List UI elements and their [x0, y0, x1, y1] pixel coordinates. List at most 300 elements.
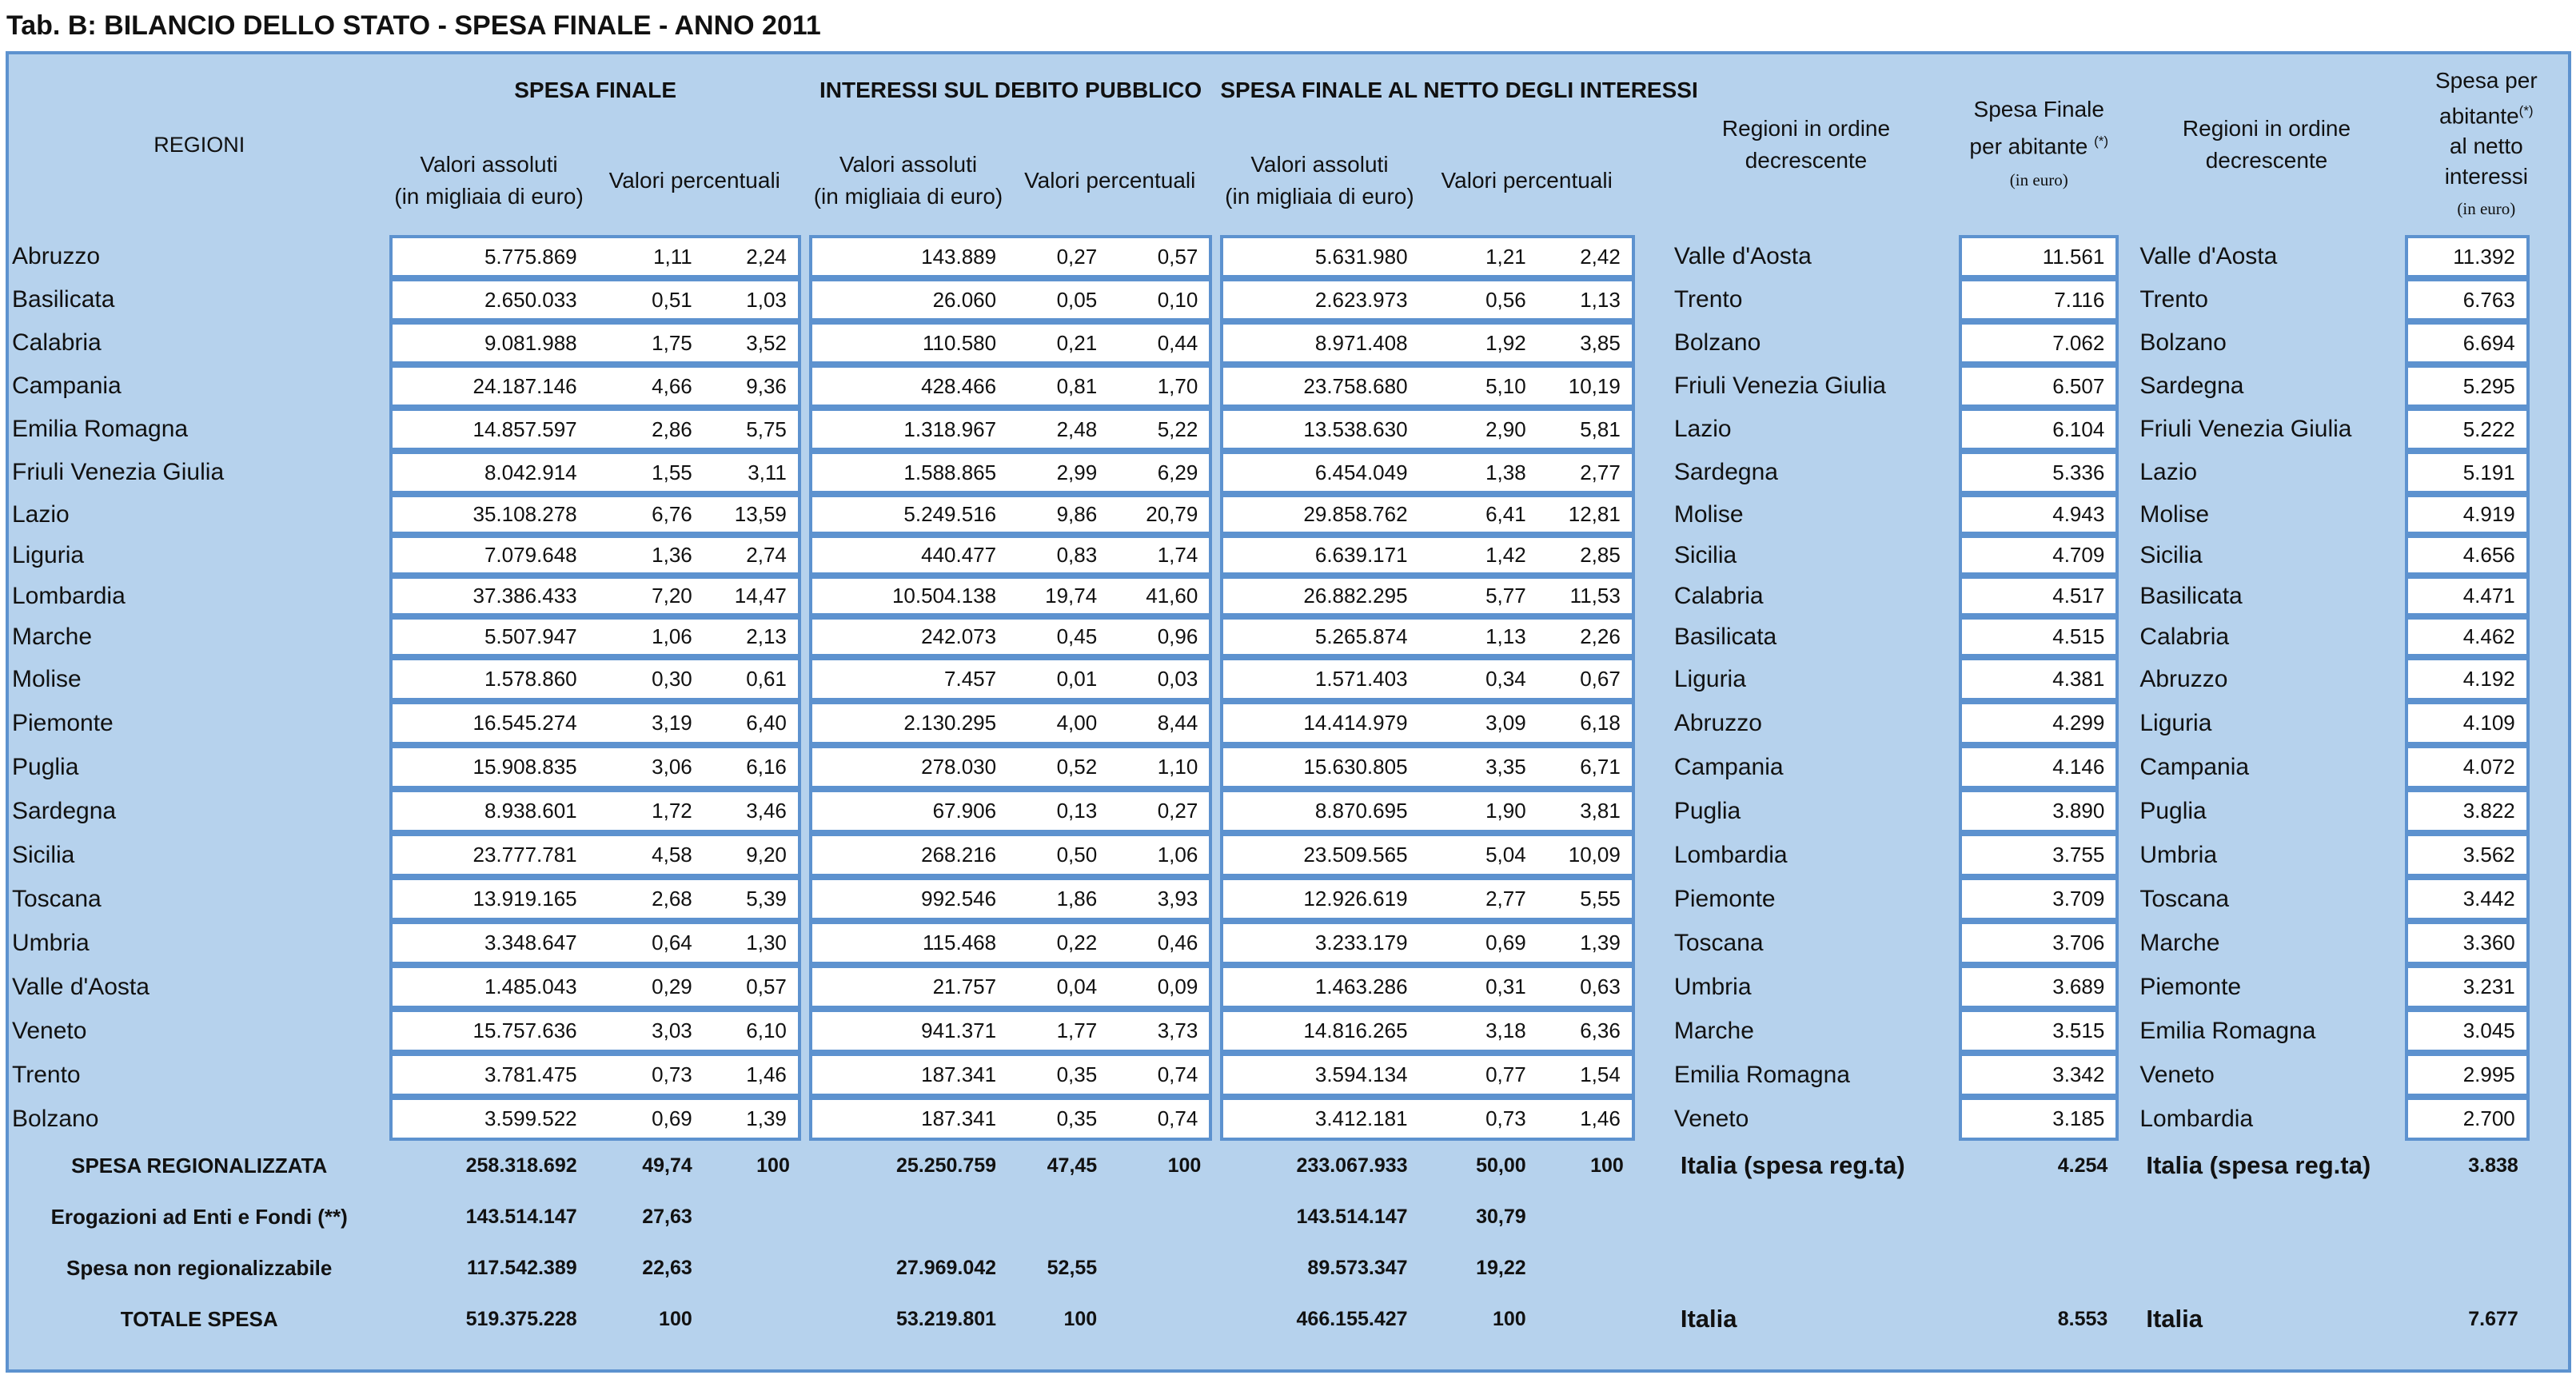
spesa-percentuale-2: 0,57 — [704, 965, 801, 1009]
interessi-valore-assoluto: 242.073 — [809, 616, 1007, 657]
ranked-region-netto: Valle d'Aosta — [2139, 243, 2278, 269]
netto-valore-assoluto: 15.630.805 — [1220, 745, 1418, 789]
spesa-percentuale-1: 2,68 — [588, 877, 704, 921]
interessi-percentuale-2: 1,10 — [1108, 745, 1212, 789]
summary-netto-perc-1: 100 — [1492, 1307, 1526, 1330]
ranked-region-spesa: Lazio — [1673, 416, 1732, 442]
ranked-region-netto: Liguria — [2139, 709, 2212, 736]
summary-interessi-perc-2 — [1108, 1190, 1212, 1243]
summary-interessi-perc-1: 100 — [1063, 1307, 1098, 1330]
spesa-netto-per-abitante: 3.360 — [2405, 921, 2530, 965]
interessi-percentuale-1: 4,00 — [1007, 701, 1108, 745]
interessi-percentuale-2: 6,29 — [1108, 451, 1212, 494]
region-name: Calabria — [12, 329, 102, 356]
summary-ranked-label-spesa — [1671, 1243, 1941, 1293]
interessi-percentuale-1: 2,99 — [1007, 451, 1108, 494]
interessi-valore-assoluto: 143.889 — [809, 235, 1007, 278]
summary-netto-valore: 233.067.933 — [1296, 1154, 1408, 1177]
spesa-valore-assoluto: 5.775.869 — [389, 235, 588, 278]
spesa-percentuale-1: 0,69 — [588, 1097, 704, 1141]
summary-spesa-perc-1: 100 — [659, 1307, 692, 1330]
interessi-valore-assoluto: 1.588.865 — [809, 451, 1007, 494]
header-row-top — [9, 54, 2568, 126]
ranked-region-spesa: Basilicata — [1673, 623, 1777, 650]
interessi-percentuale-1: 0,01 — [1007, 657, 1108, 701]
netto-percentuale-2: 0,63 — [1537, 965, 1635, 1009]
region-name: Liguria — [12, 541, 85, 568]
netto-valore-assoluto: 26.882.295 — [1220, 576, 1418, 616]
spesa-valore-assoluto: 23.777.781 — [389, 833, 588, 877]
ranked-region-netto: Umbria — [2139, 841, 2218, 868]
interessi-valore-assoluto: 10.504.138 — [809, 576, 1007, 616]
spesa-valore-assoluto: 3.348.647 — [389, 921, 588, 965]
netto-percentuale-2: 2,42 — [1537, 235, 1635, 278]
spesa-netto-per-abitante: 2.700 — [2405, 1097, 2530, 1141]
interessi-percentuale-1: 0,13 — [1007, 789, 1108, 833]
col-header-ordine-2: Regioni in ordine decrescente — [2182, 116, 2351, 173]
netto-percentuale-2: 6,18 — [1537, 701, 1635, 745]
spesa-valore-assoluto: 1.578.860 — [389, 657, 588, 701]
ranked-region-netto: Bolzano — [2139, 329, 2227, 356]
ranked-region-spesa: Sardegna — [1673, 459, 1778, 485]
table-row — [9, 321, 2568, 365]
spesa-percentuale-2: 2,13 — [704, 616, 801, 657]
summary-interessi-valore: 53.219.801 — [895, 1307, 997, 1330]
interessi-valore-assoluto: 187.341 — [809, 1053, 1007, 1097]
ranked-region-spesa: Abruzzo — [1673, 709, 1762, 736]
netto-valore-assoluto: 23.509.565 — [1220, 833, 1418, 877]
summary-label: SPESA REGIONALIZZATA — [71, 1153, 328, 1178]
summary-row — [9, 1293, 2568, 1345]
table-row — [9, 1009, 2568, 1053]
summary-interessi-valore: 25.250.759 — [895, 1154, 997, 1177]
netto-percentuale-1: 3,18 — [1419, 1009, 1537, 1053]
group-header-spesa-finale: SPESA FINALE — [514, 78, 677, 102]
table-row — [9, 1053, 2568, 1097]
spesa-per-abitante: 6.507 — [1959, 365, 2119, 408]
table-row — [9, 576, 2568, 616]
spesa-percentuale-1: 3,03 — [588, 1009, 704, 1053]
interessi-valore-assoluto: 268.216 — [809, 833, 1007, 877]
interessi-valore-assoluto: 115.468 — [809, 921, 1007, 965]
table-row — [9, 235, 2568, 278]
summary-spesa-netto-per-abitante: 3.838 — [2468, 1154, 2518, 1177]
netto-percentuale-2: 6,71 — [1537, 745, 1635, 789]
interessi-percentuale-1: 1,86 — [1007, 877, 1108, 921]
summary-spesa-valore: 519.375.228 — [465, 1307, 577, 1330]
col-header-ordine-1: Regioni in ordine decrescente — [1721, 116, 1891, 173]
spesa-per-abitante: 5.336 — [1959, 451, 2119, 494]
summary-row — [9, 1141, 2568, 1190]
spesa-valore-assoluto: 8.042.914 — [389, 451, 588, 494]
spesa-percentuale-1: 6,76 — [588, 494, 704, 535]
summary-interessi-valore — [809, 1190, 1007, 1243]
netto-percentuale-2: 1,54 — [1537, 1053, 1635, 1097]
ranked-region-netto: Sicilia — [2139, 541, 2203, 568]
summary-interessi-perc-2: 100 — [1167, 1154, 1202, 1177]
netto-percentuale-1: 6,41 — [1419, 494, 1537, 535]
interessi-percentuale-2: 0,10 — [1108, 278, 1212, 321]
spesa-percentuale-2: 14,47 — [704, 576, 801, 616]
interessi-percentuale-1: 0,52 — [1007, 745, 1108, 789]
table-row — [9, 745, 2568, 789]
spesa-netto-per-abitante: 4.462 — [2405, 616, 2530, 657]
interessi-percentuale-1: 1,77 — [1007, 1009, 1108, 1053]
ranked-region-netto: Friuli Venezia Giulia — [2139, 416, 2352, 442]
netto-percentuale-1: 0,56 — [1419, 278, 1537, 321]
spesa-valore-assoluto: 8.938.601 — [389, 789, 588, 833]
interessi-valore-assoluto: 2.130.295 — [809, 701, 1007, 745]
summary-netto-perc-2 — [1537, 1190, 1635, 1243]
spesa-percentuale-1: 7,20 — [588, 576, 704, 616]
interessi-percentuale-2: 0,96 — [1108, 616, 1212, 657]
spesa-per-abitante: 11.561 — [1959, 235, 2119, 278]
netto-percentuale-2: 3,81 — [1537, 789, 1635, 833]
netto-percentuale-2: 5,81 — [1537, 408, 1635, 451]
subheader-valori-percentuali: Valori percentuali — [1024, 168, 1196, 193]
interessi-valore-assoluto: 1.318.967 — [809, 408, 1007, 451]
summary-ranked-label-spesa: Italia (spesa reg.ta) — [1680, 1151, 1905, 1179]
netto-percentuale-1: 0,73 — [1419, 1097, 1537, 1141]
summary-label: Erogazioni ad Enti e Fondi (**) — [50, 1204, 348, 1229]
netto-valore-assoluto: 8.870.695 — [1220, 789, 1418, 833]
summary-row — [9, 1243, 2568, 1293]
region-name: Bolzano — [12, 1105, 99, 1132]
interessi-percentuale-2: 0,03 — [1108, 657, 1212, 701]
ranked-region-spesa: Veneto — [1673, 1105, 1749, 1132]
ranked-region-netto: Marche — [2139, 929, 2220, 956]
ranked-region-netto: Veneto — [2139, 1061, 2215, 1088]
netto-valore-assoluto: 3.594.134 — [1220, 1053, 1418, 1097]
spesa-netto-per-abitante: 5.191 — [2405, 451, 2530, 494]
spesa-per-abitante: 4.709 — [1959, 535, 2119, 576]
ranked-region-netto: Abruzzo — [2139, 665, 2228, 692]
table-row — [9, 616, 2568, 657]
netto-valore-assoluto: 1.571.403 — [1220, 657, 1418, 701]
region-name: Friuli Venezia Giulia — [12, 459, 225, 485]
interessi-percentuale-2: 3,93 — [1108, 877, 1212, 921]
summary-netto-perc-1: 30,79 — [1476, 1205, 1526, 1228]
interessi-percentuale-1: 0,21 — [1007, 321, 1108, 365]
spesa-percentuale-1: 1,06 — [588, 616, 704, 657]
spesa-per-abitante: 4.299 — [1959, 701, 2119, 745]
spesa-per-abitante: 3.755 — [1959, 833, 2119, 877]
ranked-region-spesa: Lombardia — [1673, 841, 1788, 868]
ranked-region-netto: Sardegna — [2139, 373, 2244, 399]
netto-percentuale-1: 1,38 — [1419, 451, 1537, 494]
summary-netto-valore: 466.155.427 — [1296, 1307, 1408, 1330]
netto-percentuale-1: 0,69 — [1419, 921, 1537, 965]
interessi-percentuale-2: 0,74 — [1108, 1097, 1212, 1141]
spesa-percentuale-1: 0,30 — [588, 657, 704, 701]
col-header-spesa-netto-per-abitante: Spesa per abitante(*) al netto interessi (in euro) — [2435, 67, 2538, 219]
summary-netto-perc-2: 100 — [1590, 1154, 1624, 1177]
netto-percentuale-2: 3,85 — [1537, 321, 1635, 365]
table-row — [9, 789, 2568, 833]
subheader-valori-assoluti: Valori assoluti (in migliaia di euro) — [813, 152, 1003, 209]
summary-label: TOTALE SPESA — [120, 1306, 278, 1331]
netto-percentuale-1: 3,35 — [1419, 745, 1537, 789]
region-name: Molise — [12, 665, 82, 692]
ranked-region-spesa: Toscana — [1673, 929, 1764, 956]
interessi-percentuale-1: 0,81 — [1007, 365, 1108, 408]
spesa-percentuale-2: 1,30 — [704, 921, 801, 965]
spesa-percentuale-2: 0,61 — [704, 657, 801, 701]
summary-netto-perc-2 — [1537, 1293, 1635, 1345]
spesa-per-abitante: 3.689 — [1959, 965, 2119, 1009]
summary-ranked-label-spesa: Italia — [1680, 1305, 1737, 1333]
spesa-netto-per-abitante: 4.919 — [2405, 494, 2530, 535]
ranked-region-netto: Lazio — [2139, 459, 2198, 485]
spesa-percentuale-1: 0,64 — [588, 921, 704, 965]
summary-spesa-perc-1: 49,74 — [642, 1154, 692, 1177]
spesa-valore-assoluto: 13.919.165 — [389, 877, 588, 921]
summary-spesa-valore: 258.318.692 — [465, 1154, 577, 1177]
spesa-per-abitante: 4.943 — [1959, 494, 2119, 535]
summary-ranked-label-spesa — [1671, 1190, 1941, 1243]
table-row — [9, 1097, 2568, 1141]
region-name: Sicilia — [12, 841, 75, 868]
interessi-percentuale-1: 0,04 — [1007, 965, 1108, 1009]
col-header-spesa-per-abitante: Spesa Finale per abitante (*) (in euro) — [1969, 96, 2109, 190]
spesa-valore-assoluto: 1.485.043 — [389, 965, 588, 1009]
spesa-percentuale-2: 3,52 — [704, 321, 801, 365]
interessi-percentuale-2: 0,09 — [1108, 965, 1212, 1009]
interessi-percentuale-2: 0,74 — [1108, 1053, 1212, 1097]
summary-interessi-perc-1 — [1007, 1190, 1108, 1243]
netto-percentuale-2: 6,36 — [1537, 1009, 1635, 1053]
spesa-percentuale-1: 1,55 — [588, 451, 704, 494]
ranked-region-netto: Emilia Romagna — [2139, 1017, 2316, 1044]
summary-label: Spesa non regionalizzabile — [66, 1255, 333, 1280]
interessi-percentuale-1: 0,05 — [1007, 278, 1108, 321]
table-row — [9, 921, 2568, 965]
summary-spesa-netto-per-abitante: 7.677 — [2468, 1307, 2518, 1330]
interessi-valore-assoluto: 7.457 — [809, 657, 1007, 701]
interessi-percentuale-2: 41,60 — [1108, 576, 1212, 616]
spesa-netto-per-abitante: 4.656 — [2405, 535, 2530, 576]
netto-percentuale-1: 1,21 — [1419, 235, 1537, 278]
summary-ranked-label-netto: Italia — [2146, 1305, 2203, 1333]
spesa-percentuale-2: 3,46 — [704, 789, 801, 833]
spesa-per-abitante: 4.146 — [1959, 745, 2119, 789]
ranked-region-spesa: Umbria — [1673, 973, 1752, 1000]
summary-netto-perc-1: 50,00 — [1476, 1154, 1526, 1177]
netto-percentuale-1: 1,13 — [1419, 616, 1537, 657]
netto-percentuale-1: 1,92 — [1419, 321, 1537, 365]
spesa-per-abitante: 3.515 — [1959, 1009, 2119, 1053]
summary-spesa-netto-per-abitante — [2405, 1243, 2530, 1293]
interessi-percentuale-1: 2,48 — [1007, 408, 1108, 451]
region-name: Umbria — [12, 929, 90, 956]
ranked-region-spesa: Bolzano — [1673, 329, 1761, 356]
ranked-region-spesa: Emilia Romagna — [1673, 1061, 1850, 1088]
summary-interessi-perc-1: 47,45 — [1047, 1154, 1098, 1177]
summary-spesa-perc-1: 22,63 — [642, 1256, 692, 1279]
region-name: Lazio — [12, 500, 70, 528]
spesa-percentuale-2: 13,59 — [704, 494, 801, 535]
netto-valore-assoluto: 23.758.680 — [1220, 365, 1418, 408]
netto-percentuale-2: 1,46 — [1537, 1097, 1635, 1141]
ranked-region-spesa: Liguria — [1673, 665, 1746, 692]
region-name: Lombardia — [12, 582, 126, 609]
netto-valore-assoluto: 6.454.049 — [1220, 451, 1418, 494]
netto-valore-assoluto: 3.233.179 — [1220, 921, 1418, 965]
netto-percentuale-2: 2,26 — [1537, 616, 1635, 657]
summary-netto-perc-1: 19,22 — [1476, 1256, 1526, 1279]
netto-percentuale-2: 1,39 — [1537, 921, 1635, 965]
netto-valore-assoluto: 1.463.286 — [1220, 965, 1418, 1009]
spesa-percentuale-1: 2,86 — [588, 408, 704, 451]
summary-spesa-valore: 143.514.147 — [465, 1205, 577, 1228]
spesa-valore-assoluto: 9.081.988 — [389, 321, 588, 365]
spesa-percentuale-2: 1,39 — [704, 1097, 801, 1141]
netto-percentuale-1: 5,04 — [1419, 833, 1537, 877]
spesa-valore-assoluto: 5.507.947 — [389, 616, 588, 657]
table-row — [9, 535, 2568, 576]
summary-spesa-per-abitante — [1959, 1243, 2119, 1293]
interessi-percentuale-2: 0,27 — [1108, 789, 1212, 833]
spesa-percentuale-1: 1,11 — [588, 235, 704, 278]
spesa-valore-assoluto: 14.857.597 — [389, 408, 588, 451]
table-row — [9, 278, 2568, 321]
interessi-percentuale-2: 0,44 — [1108, 321, 1212, 365]
interessi-percentuale-1: 0,50 — [1007, 833, 1108, 877]
spesa-valore-assoluto: 7.079.648 — [389, 535, 588, 576]
interessi-valore-assoluto: 440.477 — [809, 535, 1007, 576]
summary-netto-perc-2 — [1537, 1243, 1635, 1293]
data-table — [9, 54, 2568, 1345]
summary-netto-valore: 143.514.147 — [1296, 1205, 1408, 1228]
group-header-interessi: INTERESSI SUL DEBITO PUBBLICO — [819, 78, 1202, 102]
netto-percentuale-1: 1,42 — [1419, 535, 1537, 576]
ranked-region-spesa: Puglia — [1673, 797, 1741, 824]
spesa-valore-assoluto: 35.108.278 — [389, 494, 588, 535]
spesa-percentuale-1: 1,36 — [588, 535, 704, 576]
interessi-percentuale-2: 1,70 — [1108, 365, 1212, 408]
netto-percentuale-2: 11,53 — [1537, 576, 1635, 616]
summary-spesa-valore: 117.542.389 — [466, 1256, 577, 1279]
spesa-per-abitante: 6.104 — [1959, 408, 2119, 451]
summary-spesa-per-abitante: 4.254 — [2057, 1154, 2108, 1177]
summary-ranked-label-netto: Italia (spesa reg.ta) — [2146, 1151, 2371, 1179]
interessi-percentuale-1: 0,35 — [1007, 1053, 1108, 1097]
subheader-valori-assoluti: Valori assoluti (in migliaia di euro) — [394, 152, 584, 209]
spesa-percentuale-2: 2,24 — [704, 235, 801, 278]
netto-valore-assoluto: 8.971.408 — [1220, 321, 1418, 365]
region-name: Basilicata — [12, 286, 115, 313]
netto-percentuale-1: 0,77 — [1419, 1053, 1537, 1097]
spesa-netto-per-abitante: 2.995 — [2405, 1053, 2530, 1097]
netto-percentuale-2: 12,81 — [1537, 494, 1635, 535]
region-name: Valle d'Aosta — [12, 973, 150, 1000]
netto-percentuale-1: 5,10 — [1419, 365, 1537, 408]
region-name: Abruzzo — [12, 243, 101, 269]
interessi-percentuale-2: 3,73 — [1108, 1009, 1212, 1053]
interessi-percentuale-2: 0,46 — [1108, 921, 1212, 965]
ranked-region-spesa: Calabria — [1673, 582, 1764, 609]
region-name: Sardegna — [12, 797, 117, 824]
spesa-netto-per-abitante: 5.222 — [2405, 408, 2530, 451]
interessi-valore-assoluto: 278.030 — [809, 745, 1007, 789]
summary-netto-valore: 89.573.347 — [1307, 1256, 1408, 1279]
spesa-percentuale-1: 1,72 — [588, 789, 704, 833]
subheader-valori-percentuali: Valori percentuali — [608, 168, 780, 193]
interessi-percentuale-2: 1,06 — [1108, 833, 1212, 877]
netto-valore-assoluto: 12.926.619 — [1220, 877, 1418, 921]
ranked-region-spesa: Friuli Venezia Giulia — [1673, 373, 1886, 399]
spesa-valore-assoluto: 3.781.475 — [389, 1053, 588, 1097]
spesa-netto-per-abitante: 4.109 — [2405, 701, 2530, 745]
spesa-valore-assoluto: 15.757.636 — [389, 1009, 588, 1053]
spesa-netto-per-abitante: 3.562 — [2405, 833, 2530, 877]
table-row — [9, 833, 2568, 877]
ranked-region-spesa: Marche — [1673, 1017, 1754, 1044]
spesa-percentuale-2: 9,20 — [704, 833, 801, 877]
netto-valore-assoluto: 6.639.171 — [1220, 535, 1418, 576]
spesa-percentuale-2: 6,10 — [704, 1009, 801, 1053]
spesa-percentuale-1: 0,51 — [588, 278, 704, 321]
region-name: Piemonte — [12, 709, 114, 736]
spesa-per-abitante: 3.709 — [1959, 877, 2119, 921]
netto-percentuale-1: 1,90 — [1419, 789, 1537, 833]
netto-percentuale-2: 2,85 — [1537, 535, 1635, 576]
summary-spesa-perc-2: 100 — [756, 1154, 790, 1177]
spesa-netto-per-abitante: 11.392 — [2405, 235, 2530, 278]
spesa-per-abitante: 3.706 — [1959, 921, 2119, 965]
netto-valore-assoluto: 29.858.762 — [1220, 494, 1418, 535]
summary-spesa-per-abitante: 8.553 — [2057, 1307, 2108, 1330]
interessi-valore-assoluto: 941.371 — [809, 1009, 1007, 1053]
spesa-netto-per-abitante: 3.231 — [2405, 965, 2530, 1009]
spesa-netto-per-abitante: 5.295 — [2405, 365, 2530, 408]
spesa-netto-per-abitante: 3.822 — [2405, 789, 2530, 833]
summary-interessi-perc-2 — [1108, 1243, 1212, 1293]
page-title: Tab. B: BILANCIO DELLO STATO - SPESA FINALE - ANNO 2011 — [6, 10, 821, 41]
summary-spesa-netto-per-abitante — [2405, 1190, 2530, 1243]
summary-spesa-per-abitante — [1959, 1190, 2119, 1243]
netto-percentuale-2: 1,13 — [1537, 278, 1635, 321]
spesa-netto-per-abitante: 4.072 — [2405, 745, 2530, 789]
spesa-netto-per-abitante: 6.763 — [2405, 278, 2530, 321]
interessi-percentuale-1: 0,22 — [1007, 921, 1108, 965]
summary-interessi-perc-2 — [1108, 1293, 1212, 1345]
spesa-per-abitante: 7.062 — [1959, 321, 2119, 365]
interessi-valore-assoluto: 187.341 — [809, 1097, 1007, 1141]
spesa-valore-assoluto: 15.908.835 — [389, 745, 588, 789]
spesa-netto-per-abitante: 6.694 — [2405, 321, 2530, 365]
spesa-valore-assoluto: 3.599.522 — [389, 1097, 588, 1141]
region-name: Trento — [12, 1061, 81, 1088]
ranked-region-spesa: Piemonte — [1673, 885, 1776, 912]
spesa-percentuale-1: 0,73 — [588, 1053, 704, 1097]
interessi-percentuale-1: 0,35 — [1007, 1097, 1108, 1141]
summary-spesa-perc-2 — [704, 1293, 801, 1345]
ranked-region-netto: Toscana — [2139, 885, 2230, 912]
interessi-percentuale-2: 5,22 — [1108, 408, 1212, 451]
spesa-percentuale-2: 1,46 — [704, 1053, 801, 1097]
table-panel — [6, 51, 2571, 1373]
table-row — [9, 494, 2568, 535]
netto-valore-assoluto: 13.538.630 — [1220, 408, 1418, 451]
interessi-percentuale-1: 0,27 — [1007, 235, 1108, 278]
summary-spesa-perc-2 — [704, 1243, 801, 1293]
ranked-region-netto: Molise — [2139, 500, 2210, 528]
summary-row — [9, 1190, 2568, 1243]
spesa-percentuale-1: 4,58 — [588, 833, 704, 877]
summary-interessi-perc-1: 52,55 — [1047, 1256, 1098, 1279]
netto-valore-assoluto: 14.414.979 — [1220, 701, 1418, 745]
